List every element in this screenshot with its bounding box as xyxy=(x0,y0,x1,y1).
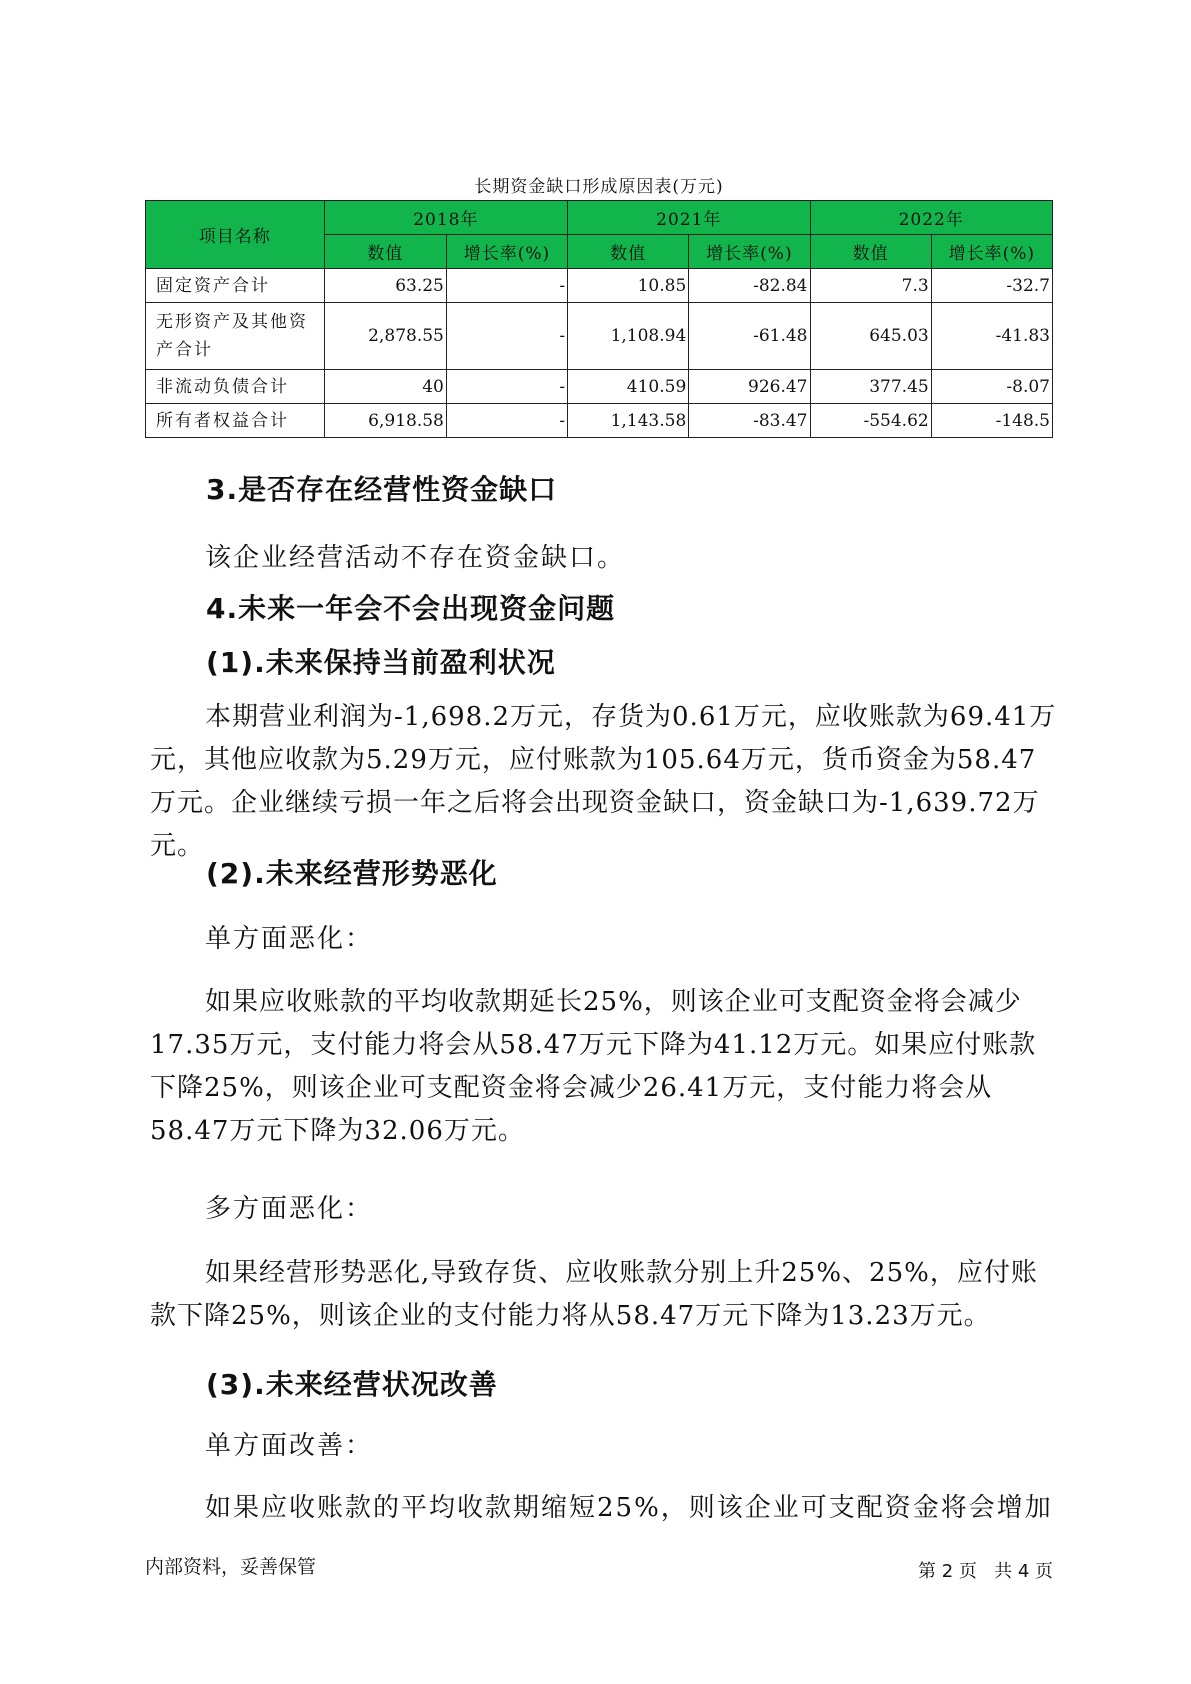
cell-growth: - xyxy=(446,370,567,404)
footer-page-number: 第 2 页 共 4 页 xyxy=(918,1561,1053,1582)
section-4-heading: 4.未来一年会不会出现资金问题 xyxy=(206,592,616,625)
cell-value: -554.62 xyxy=(810,404,931,438)
section-3-text: 该企业经营活动不存在资金缺口。 xyxy=(205,543,626,573)
cell-growth: -32.7 xyxy=(931,269,1052,303)
cell-growth: -41.83 xyxy=(931,303,1052,370)
single-improvement-paragraph: 如果应收账款的平均收款期缩短25%，则该企业可支配资金将会增加 xyxy=(205,1493,1053,1523)
header-year-2021: 2021年 xyxy=(568,201,810,235)
single-worsening-label: 单方面恶化： xyxy=(205,924,374,954)
cell-value: 40 xyxy=(324,370,446,404)
header-value: 数值 xyxy=(810,235,931,269)
cell-growth: 926.47 xyxy=(689,370,810,404)
section-4-1-paragraph: 本期营业利润为-1,698.2万元，存货为0.61万元，应收账款为69.41万元，其他应收款为5.29万元，应付账款为105.64万元，货币资金为58.47万元。企业继续亏损一年之后将会出现资金缺口，资金缺口为-1,639.72万元。 xyxy=(150,702,1057,861)
cell-growth: -83.47 xyxy=(689,404,810,438)
multi-worsening-paragraph: 如果经营形势恶化,导致存货、应收账款分别上升25%、25%，应付账款下降25%，则该企业的支付能力将从58.47万元下降为13.23万元。 xyxy=(150,1258,1038,1331)
section-4-3-heading: (3).未来经营状况改善 xyxy=(206,1368,498,1401)
cell-value: 1,108.94 xyxy=(568,303,689,370)
single-worsening-paragraph: 如果应收账款的平均收款期延长25%，则该企业可支配资金将会减少17.35万元，支付能力将会从58.47万元下降为41.12万元。如果应付账款下降25%，则该企业可支配资金将会减少26.41万元，支付能力将会从58.47万元下降为32.06万元。 xyxy=(150,987,1037,1146)
cell-value: 410.59 xyxy=(568,370,689,404)
multi-worsening-label: 多方面恶化： xyxy=(205,1194,374,1224)
section-4-1-heading: (1).未来保持当前盈利状况 xyxy=(206,646,556,679)
cell-value: 6,918.58 xyxy=(324,404,446,438)
header-year-2018: 2018年 xyxy=(324,201,568,235)
table-row xyxy=(146,404,1053,438)
row-name: 所有者权益合计 xyxy=(146,404,325,438)
capital-gap-table xyxy=(145,200,1053,438)
cell-growth: -148.5 xyxy=(931,404,1052,438)
header-value: 数值 xyxy=(324,235,446,269)
header-item-name: 项目名称 xyxy=(146,201,325,269)
row-name: 无形资产及其他资产合计 xyxy=(146,303,325,370)
section-4-2-heading: (2).未来经营形势恶化 xyxy=(206,857,498,890)
footer-confidential: 内部资料，妥善保管 xyxy=(145,1556,317,1578)
cell-growth: -8.07 xyxy=(931,370,1052,404)
header-growth: 增长率(%) xyxy=(446,235,567,269)
cell-value: 2,878.55 xyxy=(324,303,446,370)
table-row xyxy=(146,269,1053,303)
cell-growth: - xyxy=(446,269,567,303)
cell-growth: -61.48 xyxy=(689,303,810,370)
cell-value: 1,143.58 xyxy=(568,404,689,438)
cell-value: 377.45 xyxy=(810,370,931,404)
row-name: 固定资产合计 xyxy=(146,269,325,303)
cell-value: 645.03 xyxy=(810,303,931,370)
cell-value: 7.3 xyxy=(810,269,931,303)
header-year-2022: 2022年 xyxy=(810,201,1053,235)
table-row xyxy=(146,370,1053,404)
header-growth: 增长率(%) xyxy=(931,235,1052,269)
single-improvement-label: 单方面改善： xyxy=(205,1431,374,1461)
cell-growth: -82.84 xyxy=(689,269,810,303)
cell-value: 10.85 xyxy=(568,269,689,303)
row-name: 非流动负债合计 xyxy=(146,370,325,404)
header-growth: 增长率(%) xyxy=(689,235,810,269)
cell-value: 63.25 xyxy=(324,269,446,303)
table-row xyxy=(146,303,1053,370)
section-3-heading: 3.是否存在经营性资金缺口 xyxy=(206,473,558,506)
table-caption: 长期资金缺口形成原因表(万元) xyxy=(474,177,724,197)
cell-growth: - xyxy=(446,303,567,370)
header-value: 数值 xyxy=(568,235,689,269)
cell-growth: - xyxy=(446,404,567,438)
